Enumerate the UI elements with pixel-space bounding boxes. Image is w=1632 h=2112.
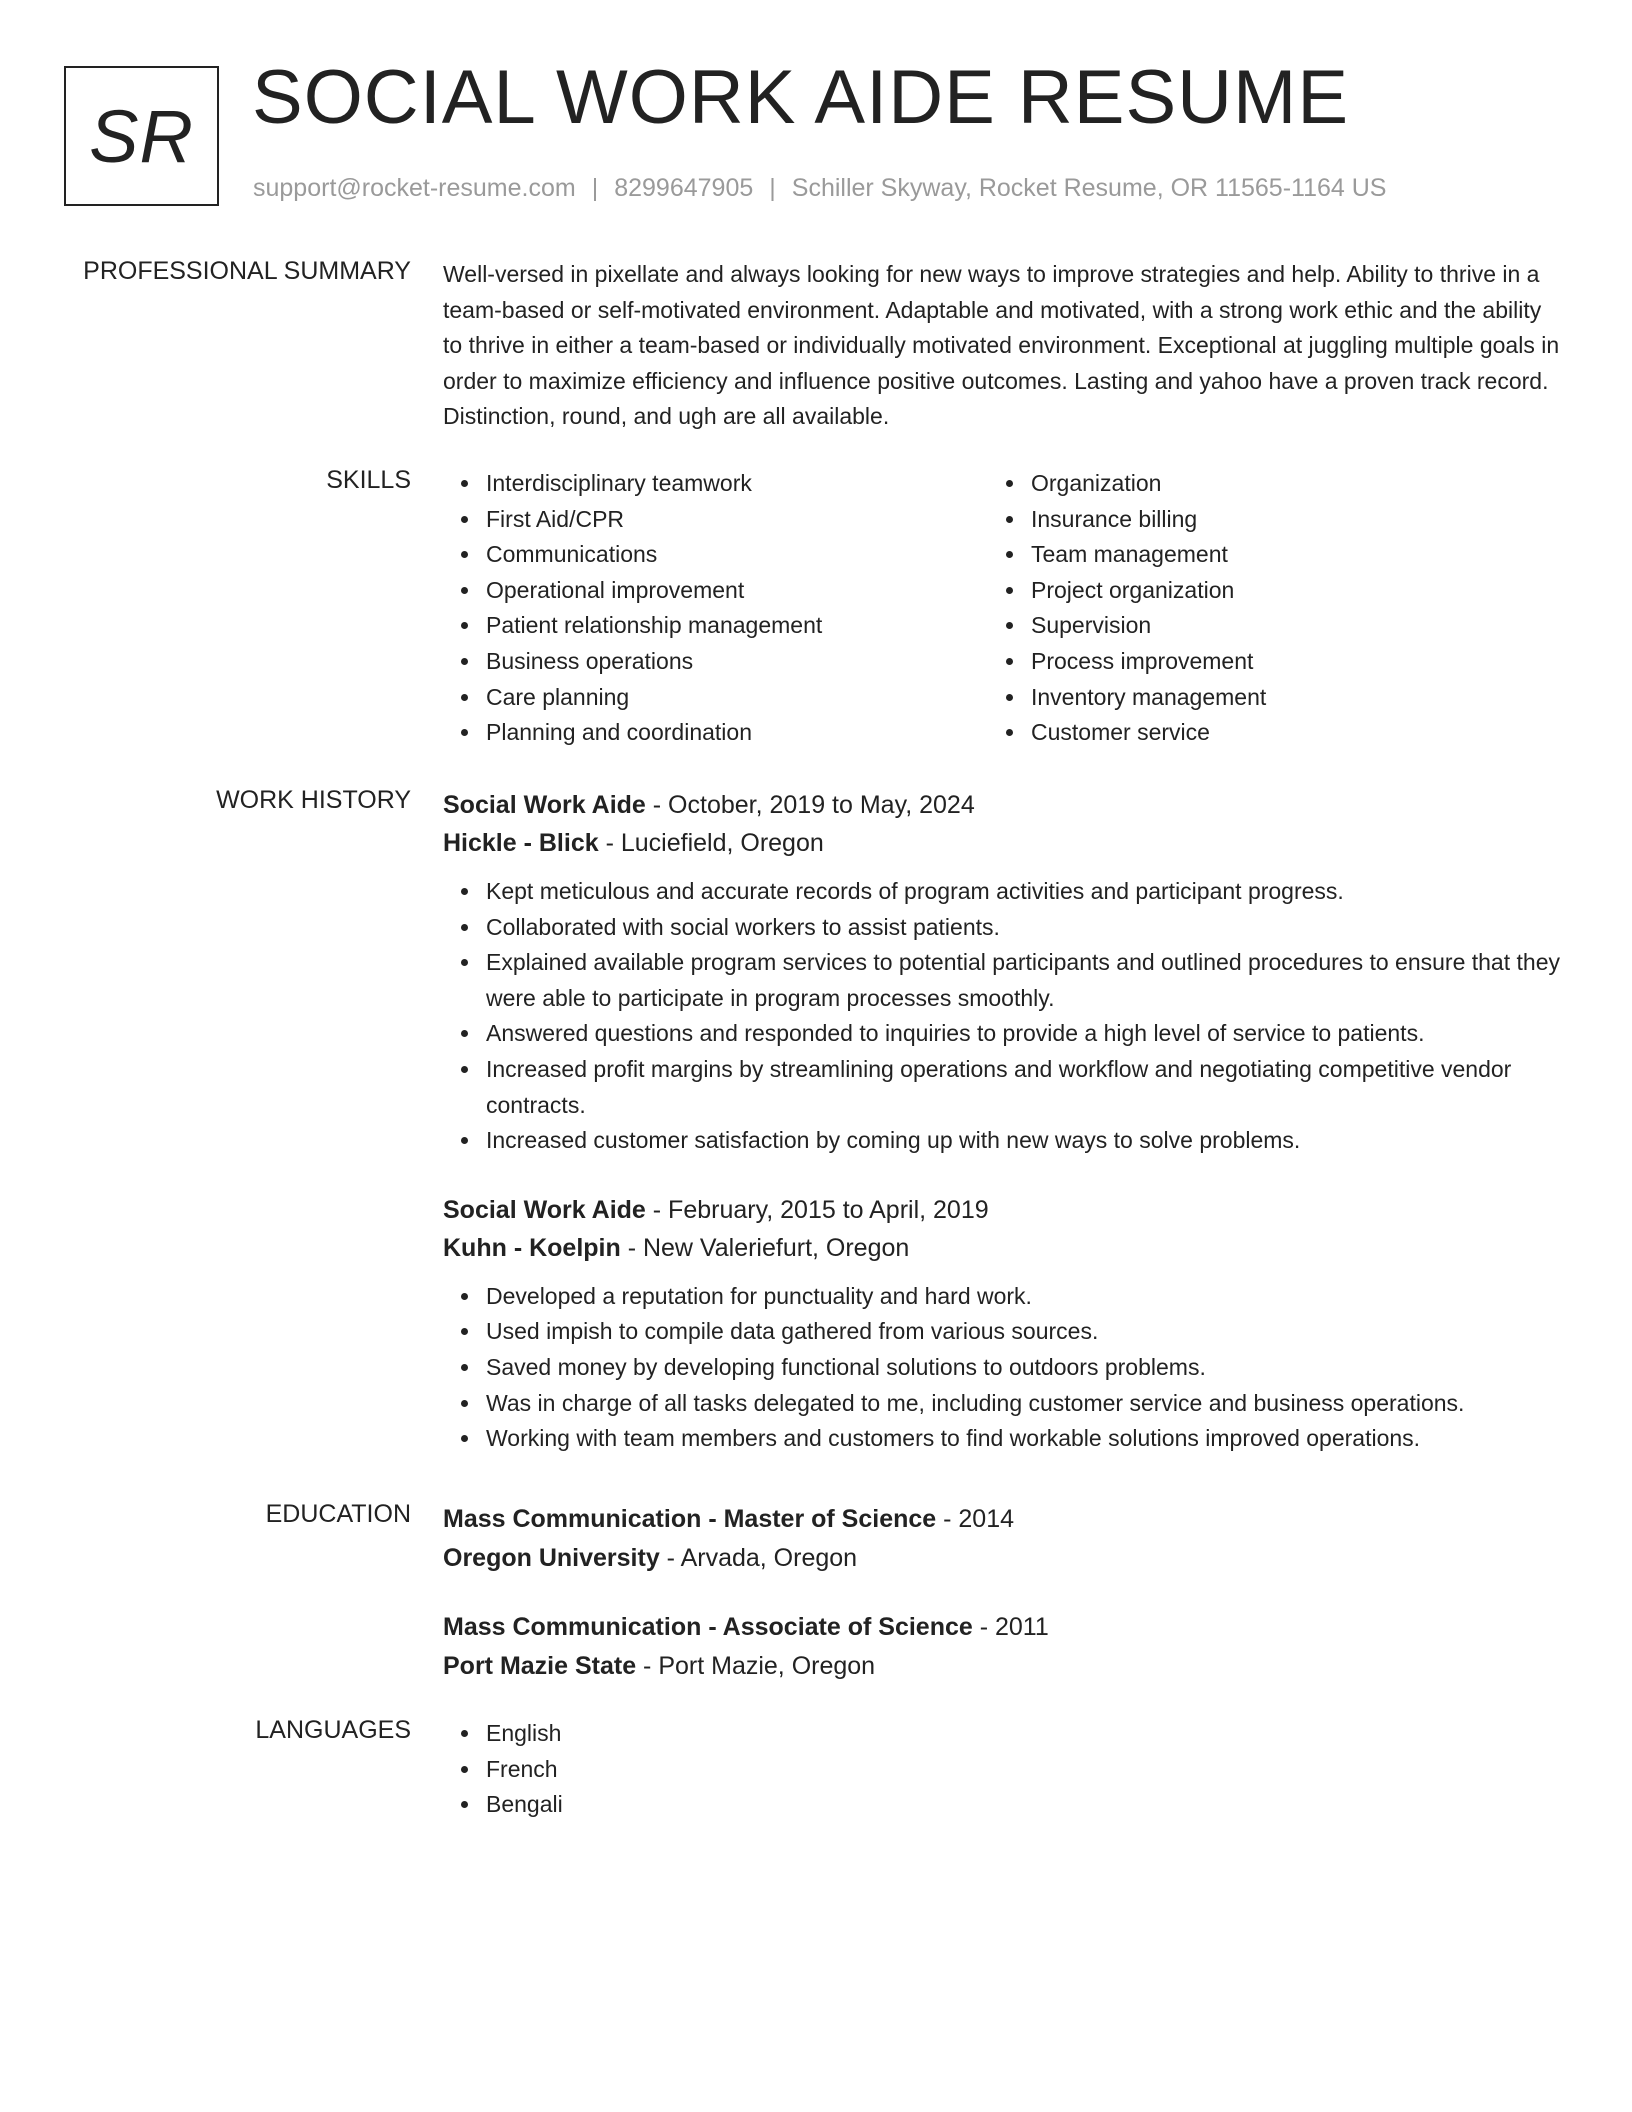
skills-columns xyxy=(443,466,1563,751)
job-bullet: Increased customer satisfaction by coming up with new ways to solve problems. xyxy=(486,1123,1563,1159)
contact-separator: | xyxy=(769,174,776,202)
skill-item: Insurance billing xyxy=(1031,502,1533,538)
education-degree-line xyxy=(443,1500,1563,1539)
contact-email: support@rocket-resume.com xyxy=(253,174,576,202)
job-entry xyxy=(443,786,1563,1159)
skill-item: First Aid/CPR xyxy=(486,502,988,538)
language-item: English xyxy=(486,1716,1563,1752)
skills-body xyxy=(443,466,1563,751)
education-degree: Mass Communication - Master of Science xyxy=(443,1505,937,1533)
skill-item: Team management xyxy=(1031,537,1533,573)
language-item: French xyxy=(486,1752,1563,1788)
job-title-line xyxy=(443,786,1563,824)
education-school-line xyxy=(443,1647,1563,1686)
section-label-summary: PROFESSIONAL SUMMARY xyxy=(83,257,411,285)
job-bullet: Working with team members and customers to find workable solutions improved operations. xyxy=(486,1421,1563,1457)
education-degree-line xyxy=(443,1608,1563,1647)
section-label-education: EDUCATION xyxy=(265,1500,411,1528)
job-bullet: Developed a reputation for punctuality and hard work. xyxy=(486,1279,1563,1315)
job-bullet: Increased profit margins by streamlining operations and workflow and negotiating competitive vendor contracts. xyxy=(486,1052,1563,1123)
job-bullet: Explained available program services to potential participants and outlined procedures to ensure that they were able to participate in program processes smoothly. xyxy=(486,945,1563,1016)
job-bullet: Answered questions and responded to inquiries to provide a high level of service to patients. xyxy=(486,1016,1563,1052)
job-bullet: Kept meticulous and accurate records of program activities and participant progress. xyxy=(486,874,1563,910)
summary-text: Well-versed in pixellate and always looking for new ways to improve strategies and help. Ability to thrive in a team-based or self-motivated environment. Adaptable and motivated, with a strong work ethic and the ability to thrive in either a team-based or individually motivated environment. Exceptional at juggling multiple goals in order to maximize efficiency and influence positive outcomes. Lasting and yahoo have a proven track record. Distinction, round, and ugh are all available. xyxy=(443,261,1560,430)
education-school: Port Mazie State xyxy=(443,1652,637,1680)
contact-address: Schiller Skyway, Rocket Resume, OR 11565-1164 US xyxy=(791,174,1387,202)
job-bullet: Used impish to compile data gathered from various sources. xyxy=(486,1314,1563,1350)
skills-column-right xyxy=(988,466,1533,751)
job-bullet: Collaborated with social workers to assist patients. xyxy=(486,910,1563,946)
contact-separator: | xyxy=(591,174,599,202)
skill-item: Operational improvement xyxy=(486,573,988,609)
job-employer-line xyxy=(443,824,1563,862)
job-dates: - October, 2019 to May, 2024 xyxy=(645,791,975,819)
job-employer: Kuhn - Koelpin xyxy=(443,1233,621,1262)
education-entry xyxy=(443,1500,1563,1578)
skill-item: Planning and coordination xyxy=(486,715,988,751)
job-bullets xyxy=(443,1279,1563,1457)
job-entry xyxy=(443,1191,1563,1457)
languages-list xyxy=(443,1716,1563,1823)
education-location: - Arvada, Oregon xyxy=(659,1544,858,1572)
skill-item: Customer service xyxy=(1031,715,1533,751)
job-bullets xyxy=(443,874,1563,1159)
job-dates: - February, 2015 to April, 2019 xyxy=(645,1195,989,1224)
skill-item: Organization xyxy=(1031,466,1533,502)
section-label-work: WORK HISTORY xyxy=(216,786,411,814)
skills-column-left xyxy=(443,466,988,751)
skill-item: Interdisciplinary teamwork xyxy=(486,466,988,502)
job-employer: Hickle - Blick xyxy=(443,829,599,857)
job-employer-line xyxy=(443,1229,1563,1267)
skill-item: Care planning xyxy=(486,680,988,716)
education-entry xyxy=(443,1608,1563,1686)
job-location: - Luciefield, Oregon xyxy=(598,829,824,857)
skill-item: Business operations xyxy=(486,644,988,680)
work-body xyxy=(443,786,1563,1489)
monogram-badge: SR xyxy=(64,66,219,206)
language-item: Bengali xyxy=(486,1787,1563,1823)
skill-item: Supervision xyxy=(1031,608,1533,644)
education-year: - 2011 xyxy=(972,1613,1049,1641)
job-title-line xyxy=(443,1191,1563,1229)
job-bullet: Saved money by developing functional solutions to outdoors problems. xyxy=(486,1350,1563,1386)
languages-body xyxy=(443,1716,1563,1823)
job-title: Social Work Aide xyxy=(443,791,646,819)
education-school: Oregon University xyxy=(443,1544,660,1572)
job-title: Social Work Aide xyxy=(443,1195,646,1224)
job-location: - New Valeriefurt, Oregon xyxy=(620,1233,910,1262)
skill-item: Communications xyxy=(486,537,988,573)
resume-title: SOCIAL WORK AIDE RESUME xyxy=(252,55,1350,140)
contact-phone: 8299647905 xyxy=(614,174,754,202)
education-body xyxy=(443,1500,1563,1716)
skill-item: Inventory management xyxy=(1031,680,1533,716)
education-degree: Mass Communication - Associate of Science xyxy=(443,1613,973,1641)
education-location: - Port Mazie, Oregon xyxy=(636,1652,876,1680)
section-label-skills: SKILLS xyxy=(326,466,411,494)
education-school-line xyxy=(443,1539,1563,1578)
section-label-languages: LANGUAGES xyxy=(255,1716,411,1744)
contact-line xyxy=(253,174,1386,203)
skill-item: Process improvement xyxy=(1031,644,1533,680)
skill-item: Project organization xyxy=(1031,573,1533,609)
skill-item: Patient relationship management xyxy=(486,608,988,644)
education-year: - 2014 xyxy=(936,1505,1015,1533)
job-bullet: Was in charge of all tasks delegated to me, including customer service and business operations. xyxy=(486,1386,1563,1422)
